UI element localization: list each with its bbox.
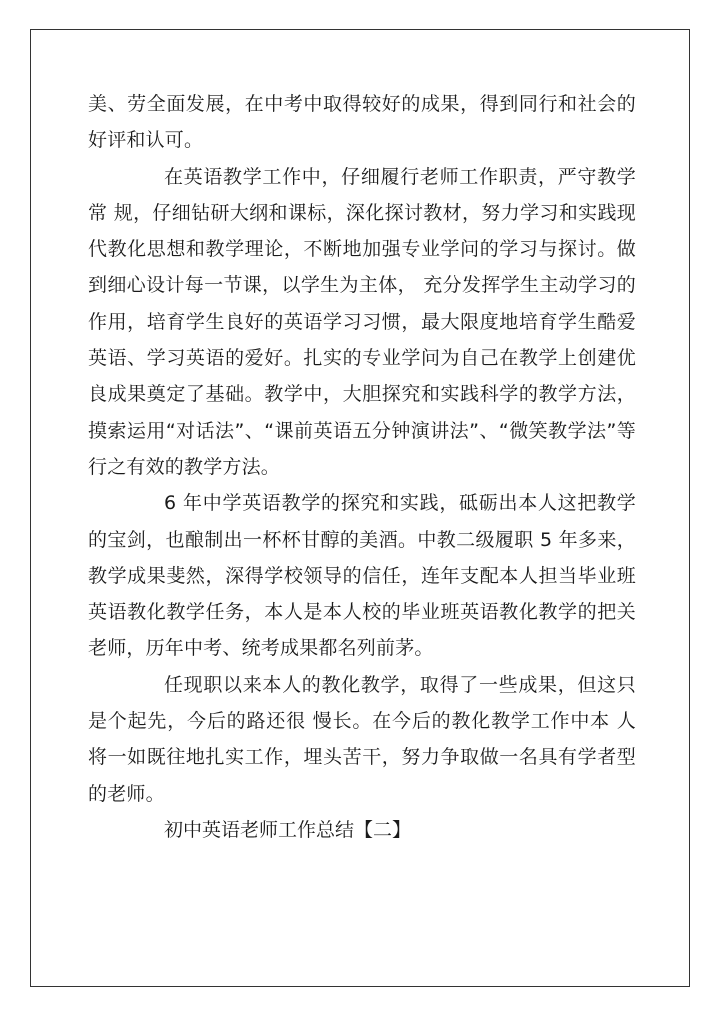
document-body bbox=[88, 86, 636, 848]
paragraph-1: 美、劳全面发展，在中考中取得较好的成果，得到同行和社会的好评和认可。 bbox=[88, 93, 636, 152]
paragraph-3: 6 年中学英语教学的探究和实践，砥砺出本人这把教学的宝剑，也酿制出一杯杯甘醇的美酒。中教二级履职 5 年多来，教学成果斐然，深得学校领导的信任，连年支配本人担当毕业班英语教化教学任务，本人是本人校的毕业班英语教化教学的把关老师，历年中考、统考成果都名列前茅。 bbox=[88, 492, 636, 660]
paragraph-4: 任现职以来本人的教化教学，取得了一些成果，但这只是个起先，今后的路还很 慢长。在今后的教化教学工作中本 人将一如既往地扎实工作，埋头苦干，努力争取做一名具有学者型的老师。 bbox=[88, 673, 636, 805]
paragraph-2: 在英语教学工作中，仔细履行老师工作职责，严守教学常 规，仔细钻研大纲和课标，深化探讨教材，努力学习和实践现代教化思想和教学理论，不断地加强专业学问的学习与探讨。做到细心设计每一节课，以学生为主体， 充分发挥学生主动学习的作用，培育学生良好的英语学习习惯，最大限度地培育学生酷爱英语、学习英语的爱好。扎实的专业学问为自己在教学上创建优良成果奠定了基础。教学中，大胆探究和实践科学的教学方法，摸索运用“对话法”、“课前英语五分钟演讲法”、“微笑教学法”等行之有效的教学方法。 bbox=[88, 165, 636, 478]
section-heading: 初中英语老师工作总结【二】 bbox=[164, 818, 412, 841]
